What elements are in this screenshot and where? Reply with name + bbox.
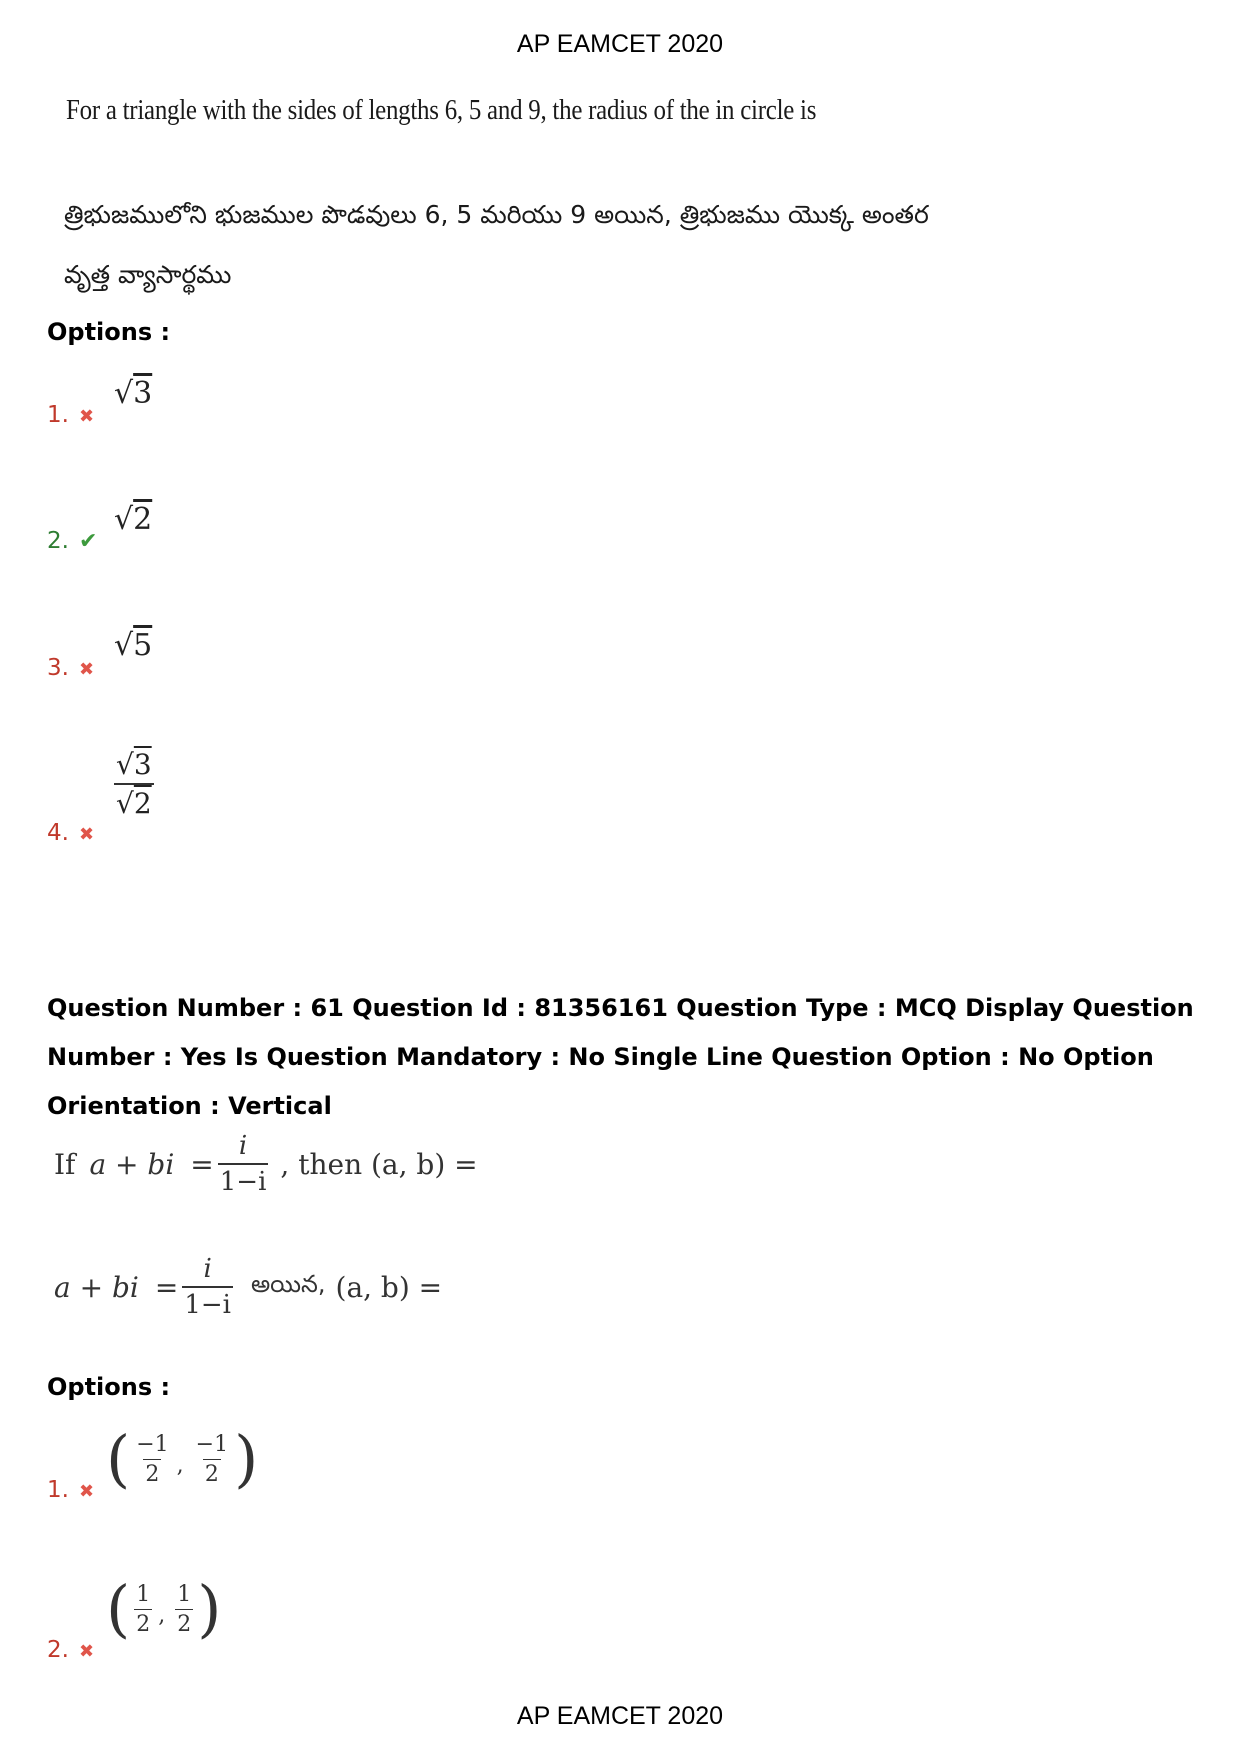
page-footer: AP EAMCET 2020 <box>516 1702 724 1730</box>
option-4-fraction: $\frac{√3}{√2}$ <box>116 748 152 820</box>
question-60-text-te: త్రిభుజములోని భుజముల పొడవులు 6, 5 మరియు 9 అయిన, త్రిభుజము యొక్క అంతర వృత్త వ్యాసార్థము <box>64 200 929 289</box>
option-3-number: 3. ✖ <box>47 655 95 681</box>
page-header: AP EAMCET 2020 <box>516 30 724 58</box>
option-3-sqrt: √5 <box>114 628 153 663</box>
wrong-icon: ✖ <box>78 659 95 680</box>
q61-option-1-pair: ( $\frac{-1}{2}$ , $\frac{-1}{2}$ ) <box>106 1422 259 1495</box>
option-1-sqrt: √3 <box>114 376 153 411</box>
option-1-number: 1. ✖ <box>47 402 95 428</box>
question-61-meta: Question Number : 61 Question Id : 81356161 Question Type : MCQ Display Question Number : Yes Is Question Mandatory : No Single Line Question Option : No Option Orientation : Vertical <box>47 994 1194 1120</box>
wrong-icon: ✖ <box>78 406 95 427</box>
option-2-number: 2. ✔ <box>47 528 98 554</box>
wrong-icon: ✖ <box>78 1481 95 1502</box>
q61-option-2-pair: ( $\frac{1}{2}$ , $\frac{1}{2}$ ) <box>106 1572 222 1645</box>
options-label: Options : <box>47 318 171 346</box>
question-61-text-te: a + bi = $\frac{i}{1-i}$ అయిన, (a, b) = <box>54 1254 443 1320</box>
options-label: Options : <box>47 1373 171 1401</box>
q61-option-2-number: 2. ✖ <box>47 1637 95 1663</box>
question-61-text-en: If a + bi = $\frac{i}{1-i}$ , then (a, b) = <box>54 1131 478 1197</box>
correct-check-icon: ✔ <box>78 529 98 554</box>
question-60-text-en: For a triangle with the sides of lengths 6, 5 and 9, the radius of the in circle is <box>66 94 817 126</box>
q61-option-1-number: 1. ✖ <box>47 1477 95 1503</box>
option-4-number: 4. ✖ <box>47 820 95 846</box>
wrong-icon: ✖ <box>78 1641 95 1662</box>
wrong-icon: ✖ <box>78 824 95 845</box>
option-2-sqrt: √2 <box>114 502 153 537</box>
